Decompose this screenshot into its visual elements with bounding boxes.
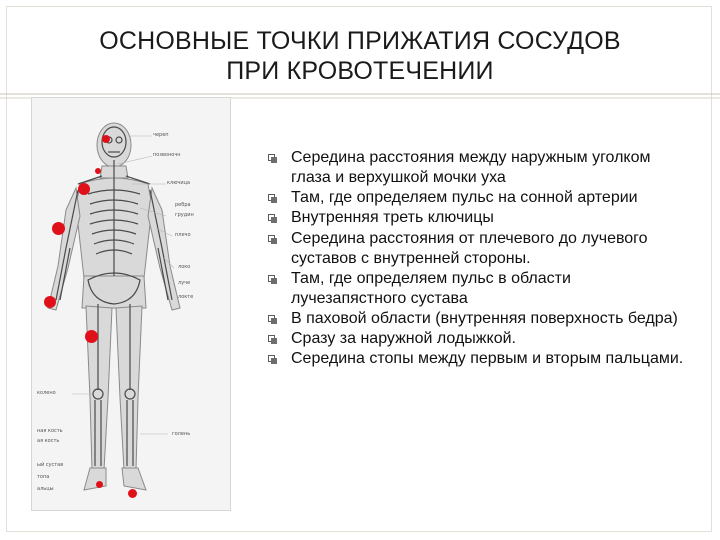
pressure-point-temple xyxy=(102,135,110,143)
list-item xyxy=(265,208,685,228)
list-item xyxy=(265,148,685,188)
pressure-point-carotid xyxy=(95,168,101,174)
list-item-text: Там, где определяем пульс на сонной артерии xyxy=(291,189,638,207)
label-ribs: ребра xyxy=(175,202,191,208)
square-bullet-icon xyxy=(268,194,275,201)
label-clavicle: ключица xyxy=(167,180,191,186)
pressure-point-clavicle xyxy=(78,183,90,195)
list-item xyxy=(265,188,685,208)
label-shin: голень xyxy=(172,431,191,437)
skeleton-illustration xyxy=(32,98,230,510)
list-item xyxy=(265,269,685,309)
label-radius: луче xyxy=(178,280,191,286)
label-foot: топа xyxy=(37,474,50,480)
label-fibula: ая кость xyxy=(37,438,60,444)
label-knee: колено xyxy=(37,390,56,396)
pressure-point-wrist xyxy=(44,296,56,308)
list-item xyxy=(265,229,685,269)
skeleton-figure xyxy=(31,97,231,511)
square-bullet-icon xyxy=(268,235,275,242)
pressure-point-foot xyxy=(128,489,137,498)
pressure-point-groin xyxy=(85,330,98,343)
pressure-point-ankle xyxy=(96,481,103,488)
square-bullet-icon xyxy=(268,315,275,322)
label-toes: альцы xyxy=(37,486,54,492)
square-bullet-icon xyxy=(268,154,275,161)
label-tibia: ная кость xyxy=(37,428,63,434)
label-sternum: грудин xyxy=(175,212,194,218)
list-item xyxy=(265,329,685,349)
list-item-text: Внутренняя треть ключицы xyxy=(291,209,494,227)
square-bullet-icon xyxy=(268,355,275,362)
list-item-text: Там, где определяем пульс в области лучезапястного сустава xyxy=(291,269,571,307)
label-shoulder: плечо xyxy=(175,232,191,238)
slide-title xyxy=(0,26,720,86)
pressure-point-brachial xyxy=(52,222,65,235)
title-line-2: ПРИ КРОВОТЕЧЕНИИ xyxy=(226,57,494,85)
square-bullet-icon xyxy=(268,335,275,342)
list-item xyxy=(265,349,685,369)
label-ulna: локте xyxy=(178,294,194,300)
list-item-text: Середина расстояния между наружным уголком глаза и верхушкой мочки уха xyxy=(291,149,651,186)
label-elbow: локо xyxy=(178,264,191,270)
title-line-1: ОСНОВНЫЕ ТОЧКИ ПРИЖАТИЯ СОСУДОВ xyxy=(99,27,621,55)
square-bullet-icon xyxy=(268,214,275,221)
list-item-text: В паховой области (внутренняя поверхность бедра) xyxy=(291,309,678,327)
label-skull: череп xyxy=(153,132,169,138)
label-spine: позвоночн xyxy=(153,152,181,158)
list-item-text: Сразу за наружной лодыжкой. xyxy=(291,330,516,348)
pressure-points-list xyxy=(265,148,685,370)
square-bullet-icon xyxy=(268,275,275,282)
label-ankle: ый сустав xyxy=(37,462,64,468)
list-item-text: Середина стопы между первым и вторым пальцами. xyxy=(291,350,684,368)
list-item xyxy=(265,309,685,329)
list-item-text: Середина расстояния от плечевого до лучевого суставов с внутренней стороны. xyxy=(291,229,648,267)
